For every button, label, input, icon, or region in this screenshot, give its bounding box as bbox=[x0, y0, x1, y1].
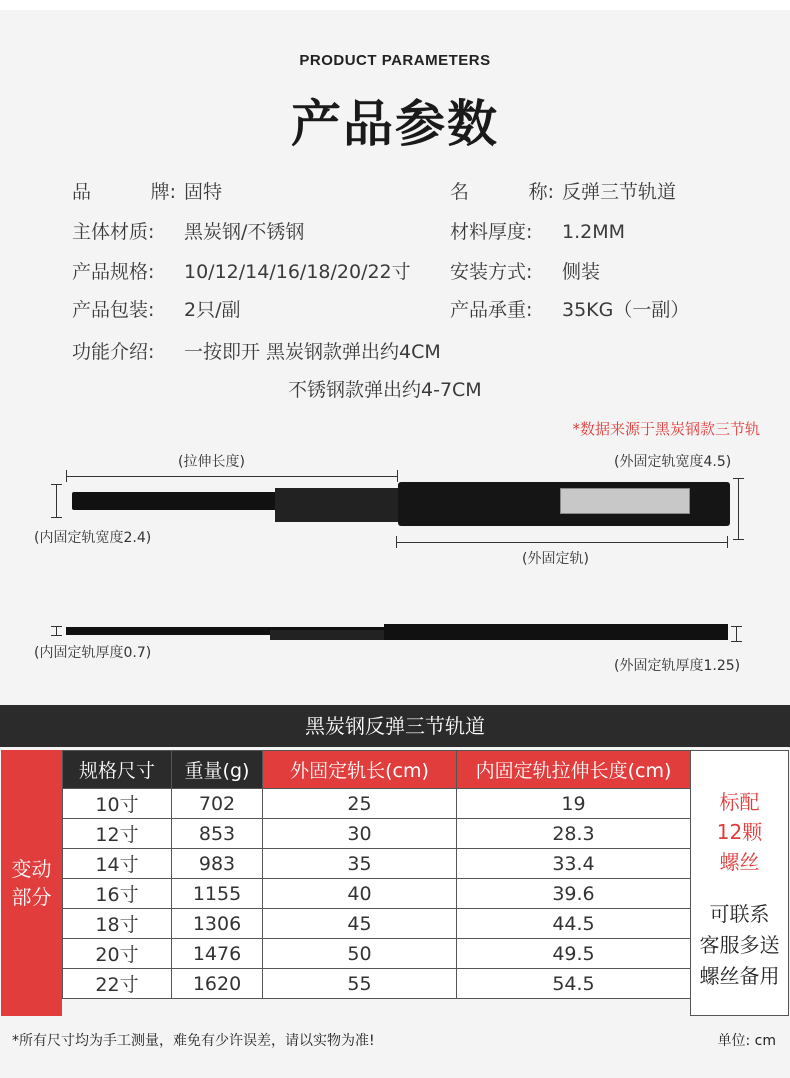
table-row bbox=[63, 909, 691, 939]
cell-weight: 1306 bbox=[172, 909, 263, 939]
param-function-line2 bbox=[288, 376, 482, 404]
outer-rail-label: (外固定轨) bbox=[522, 551, 589, 567]
inner-width-tick-top bbox=[51, 484, 62, 485]
cell-inner-stretch: 33.4 bbox=[457, 849, 691, 879]
spec-table-section bbox=[0, 750, 790, 1016]
cell-inner-stretch: 54.5 bbox=[457, 969, 691, 999]
param-function: 功能介绍: 一按即开 黑炭钢款弹出约4CM bbox=[72, 341, 441, 363]
cell-size: 18寸 bbox=[63, 909, 172, 939]
inner-width-dimension bbox=[56, 484, 57, 518]
inner-thickness-label: (内固定轨厚度0.7) bbox=[34, 645, 152, 661]
outer-rail-dimension-line bbox=[396, 542, 728, 543]
header-weight: 重量(g) bbox=[172, 751, 263, 789]
spec-table bbox=[62, 750, 691, 999]
cell-size: 22寸 bbox=[63, 969, 172, 999]
cell-size: 12寸 bbox=[63, 819, 172, 849]
outer-width-dimension bbox=[738, 478, 739, 540]
variable-part-label: 变动 部分 bbox=[1, 750, 62, 1016]
param-spec: 产品规格: 10/12/14/16/18/20/22寸 bbox=[72, 261, 411, 283]
cell-weight: 983 bbox=[172, 849, 263, 879]
standard-screws-note: 标配 12颗 螺丝 bbox=[716, 790, 763, 874]
section-title: 黑炭钢反弹三节轨道 bbox=[0, 705, 790, 747]
inner-width-tick-bottom bbox=[51, 517, 62, 518]
inner-width-label: (内固定轨宽度2.4) bbox=[34, 530, 152, 546]
extra-screws-note: 可联系 客服多送 螺丝备用 bbox=[699, 902, 780, 988]
header-outer-length: 外固定轨长(cm) bbox=[263, 751, 457, 789]
outer-thickness-dimension bbox=[736, 626, 737, 642]
cell-outer-length: 50 bbox=[263, 939, 457, 969]
cell-size: 10寸 bbox=[63, 789, 172, 819]
param-install-value: 侧装 bbox=[562, 261, 601, 283]
param-function-value-2: 不锈钢款弹出约4-7CM bbox=[288, 379, 482, 401]
param-install: 安装方式: 侧装 bbox=[450, 261, 601, 283]
screws-note-box bbox=[690, 750, 789, 1016]
cell-weight: 702 bbox=[172, 789, 263, 819]
param-material: 主体材质: 黑炭钢/不锈钢 bbox=[72, 221, 305, 243]
table-row bbox=[63, 789, 691, 819]
param-name: 名 称: 反弹三节轨道 bbox=[450, 181, 677, 203]
cell-inner-stretch: 19 bbox=[457, 789, 691, 819]
param-brand: 品 牌: 固特 bbox=[72, 181, 223, 203]
stretch-dimension-line bbox=[66, 476, 398, 477]
cell-outer-length: 25 bbox=[263, 789, 457, 819]
param-thickness-value: 1.2MM bbox=[562, 221, 626, 243]
table-row bbox=[63, 879, 691, 909]
rail-mechanism bbox=[560, 488, 690, 514]
cell-weight: 1476 bbox=[172, 939, 263, 969]
measurement-disclaimer: *所有尺寸均为手工测量，难免有少许误差，请以实物为准! bbox=[12, 1033, 375, 1049]
data-source-note: *数据来源于黑炭钢款三节轨 bbox=[572, 420, 760, 438]
table-row bbox=[63, 939, 691, 969]
cell-inner-stretch: 44.5 bbox=[457, 909, 691, 939]
middle-rail-side-view bbox=[270, 630, 390, 640]
outer-thickness-label: (外固定轨厚度1.25) bbox=[614, 658, 741, 674]
cell-weight: 1620 bbox=[172, 969, 263, 999]
header-inner-stretch: 内固定轨拉伸长度(cm) bbox=[457, 751, 691, 789]
unit-label: 单位: cm bbox=[717, 1033, 776, 1049]
outer-rail-tick-left bbox=[396, 536, 397, 548]
cell-inner-stretch: 39.6 bbox=[457, 879, 691, 909]
param-load: 产品承重: 35KG（一副） bbox=[450, 299, 690, 321]
cell-outer-length: 40 bbox=[263, 879, 457, 909]
page-title: 产品参数 bbox=[291, 95, 499, 153]
cell-outer-length: 45 bbox=[263, 909, 457, 939]
table-row bbox=[63, 819, 691, 849]
param-thickness: 材料厚度: 1.2MM bbox=[450, 221, 626, 243]
page-subtitle: PRODUCT PARAMETERS bbox=[299, 52, 491, 69]
param-spec-value: 10/12/14/16/18/20/22寸 bbox=[184, 261, 411, 283]
top-band bbox=[0, 0, 790, 10]
outer-thickness-tick-top bbox=[731, 626, 742, 627]
table-header-row bbox=[63, 751, 691, 789]
cell-weight: 853 bbox=[172, 819, 263, 849]
outer-rail-tick-right bbox=[727, 536, 728, 548]
stretch-dimension-tick-right bbox=[397, 470, 398, 482]
outer-width-tick-top bbox=[733, 478, 744, 479]
cell-inner-stretch: 28.3 bbox=[457, 819, 691, 849]
param-function-value-1: 一按即开 黑炭钢款弹出约4CM bbox=[184, 341, 441, 363]
cell-size: 14寸 bbox=[63, 849, 172, 879]
param-load-value: 35KG（一副） bbox=[562, 299, 690, 321]
param-brand-value: 固特 bbox=[184, 181, 223, 203]
cell-size: 20寸 bbox=[63, 939, 172, 969]
cell-inner-stretch: 49.5 bbox=[457, 939, 691, 969]
outer-thickness-tick-bottom bbox=[731, 641, 742, 642]
cell-outer-length: 30 bbox=[263, 819, 457, 849]
outer-rail-side-view bbox=[384, 624, 728, 640]
table-row bbox=[63, 849, 691, 879]
inner-thickness-tick-top bbox=[51, 626, 62, 627]
outer-width-tick-bottom bbox=[733, 539, 744, 540]
header-size: 规格尺寸 bbox=[63, 751, 172, 789]
table-row bbox=[63, 969, 691, 999]
param-pack: 产品包装: 2只/副 bbox=[72, 299, 241, 321]
stretch-length-label: (拉伸长度) bbox=[178, 454, 245, 470]
param-material-value: 黑炭钢/不锈钢 bbox=[184, 221, 305, 243]
outer-width-label: (外固定轨宽度4.5) bbox=[614, 454, 732, 470]
inner-thickness-tick-bottom bbox=[51, 635, 62, 636]
param-pack-value: 2只/副 bbox=[184, 299, 241, 321]
cell-weight: 1155 bbox=[172, 879, 263, 909]
stretch-dimension-tick-left bbox=[66, 470, 67, 482]
cell-outer-length: 55 bbox=[263, 969, 457, 999]
middle-rail-top-view bbox=[275, 488, 400, 522]
cell-size: 16寸 bbox=[63, 879, 172, 909]
cell-outer-length: 35 bbox=[263, 849, 457, 879]
param-name-value: 反弹三节轨道 bbox=[562, 181, 677, 203]
